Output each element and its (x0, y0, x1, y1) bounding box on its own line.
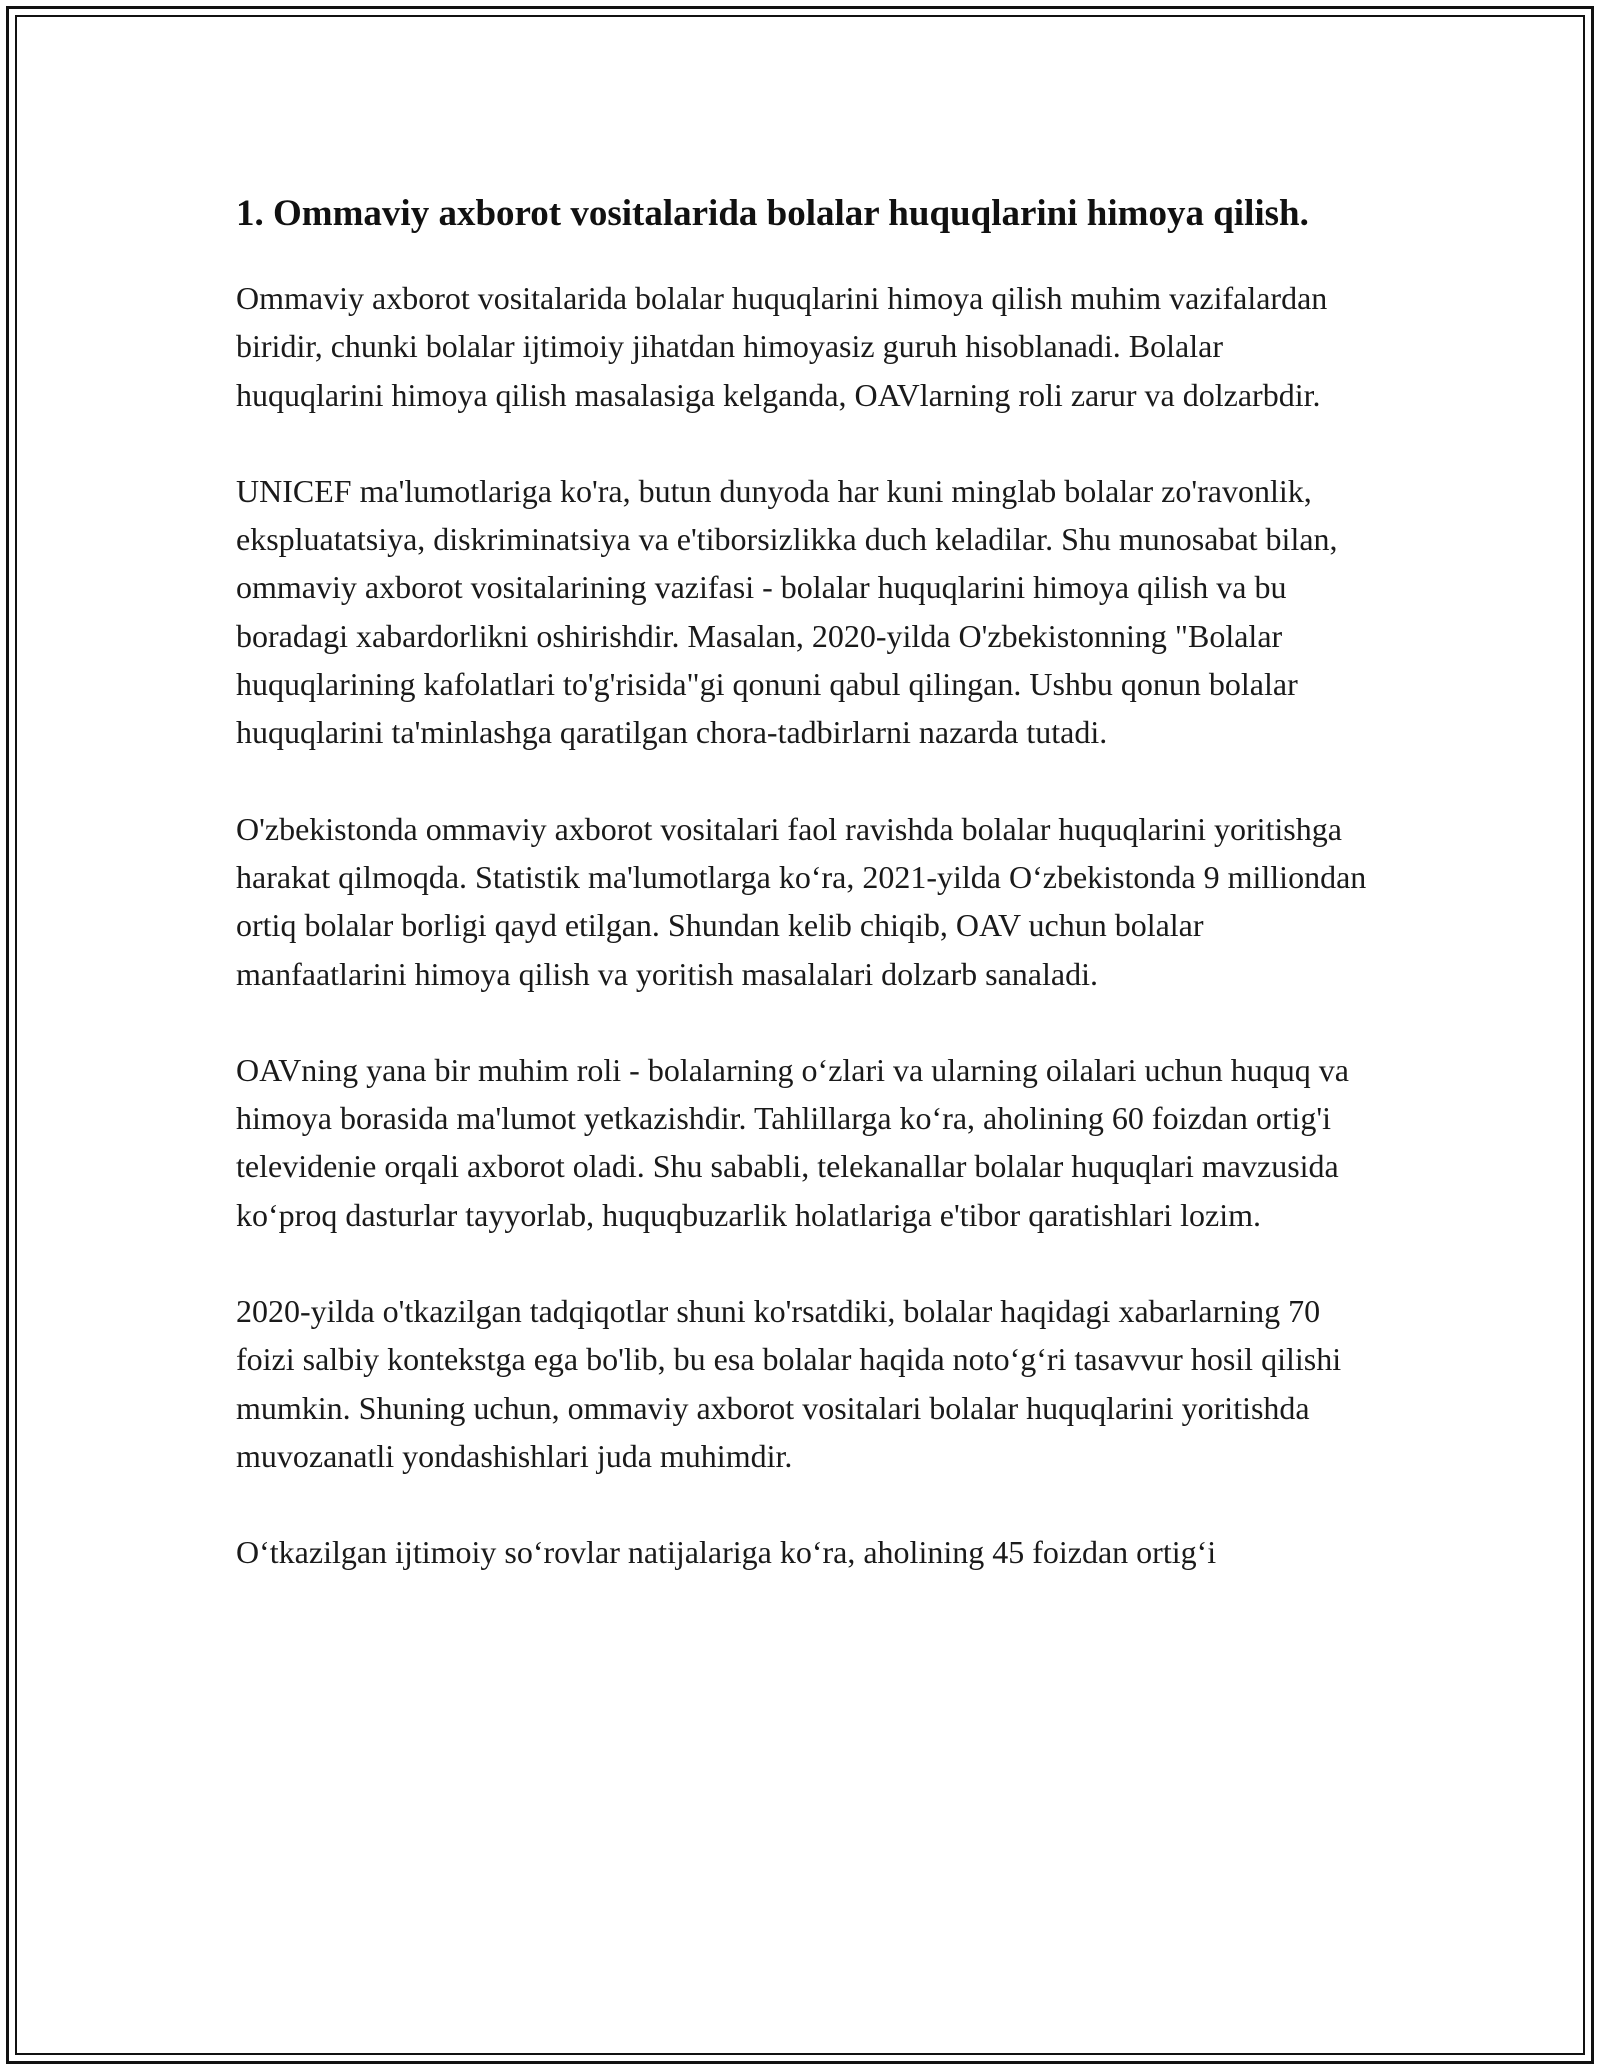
paragraph-media-role: OAVning yana bir muhim roli - bolalarning o‘zlari va ularning oilalari uchun huquq va himoya borasida ma'lumot yetkazishdir. Tahlillarga ko‘ra, aholining 60 foizdan ortig'i televidenie orqali axborot oladi. Shu sababli, telekanallar bolalar huquqlari mavzusida ko‘proq dasturlar tayyorlab, huquqbuzarlik holatlariga e'tibor qaratishlari lozim. (236, 1051, 1349, 1233)
paragraph-uzbekistan-media: O'zbekistonda ommaviy axborot vositalari faol ravishda bolalar huquqlarini yoritishga harakat qilmoqda. Statistik ma'lumotlarga ko‘ra, 2021-yilda O‘zbekistonda 9 milliondan ortiq bolalar borligi qayd etilgan. Shundan kelib chiqib, OAV uchun bolalar manfaatlarini himoya qilish va yoritish masalalari dolzarb sanaladi. (236, 810, 1367, 992)
paragraph-research-2020: 2020-yilda o'tkazilgan tadqiqotlar shuni ko'rsatdiki, bolalar haqidagi xabarlarning 70 foizi salbiy kontekstga ega bo'lib, bu esa bolalar haqida noto‘g‘ri tasavvur hosil qilishi mumkin. Shuning uchun, ommaviy axborot vositalari bolalar huquqlarini yoritishda muvozanatli yondashishlari juda muhimdir. (236, 1293, 1342, 1474)
section-heading: 1. Ommaviy axborot vositalarida bolalar huquqlarini himoya qilish. (236, 193, 1309, 234)
document-body (236, 186, 1376, 1625)
paragraph-survey: O‘tkazilgan ijtimoiy so‘rovlar natijalariga ko‘ra, aholining 45 foizdan ortig‘i (236, 1534, 1217, 1571)
paragraph-intro: Ommaviy axborot vositalarida bolalar huquqlarini himoya qilish muhim vazifalardan biridir, chunki bolalar ijtimoiy jihatdan himoyasiz guruh hisoblanadi. Bolalar huquqlarini himoya qilish masalasiga kelganda, OAVlarning roli zarur va dolzarbdir. (236, 280, 1328, 413)
paragraph-unicef: UNICEF ma'lumotlariga ko'ra, butun dunyoda har kuni minglab bolalar zo'ravonlik, ekspluatatsiya, diskriminatsiya va e'tiborsizlikka duch keladilar. Shu munosabat bilan, ommaviy axborot vositalarining vazifasi - bolalar huquqlarini himoya qilish va bu boradagi xabardorlikni oshirishdir. Masalan, 2020-yilda O'zbekistonning "Bolalar huquqlarining kafolatlari to'g'risida"gi qonuni qabul qilingan. Ushbu qonun bolalar huquqlarini ta'minlashga qaratilgan chora-tadbirlarni nazarda tutadi. (236, 472, 1338, 751)
